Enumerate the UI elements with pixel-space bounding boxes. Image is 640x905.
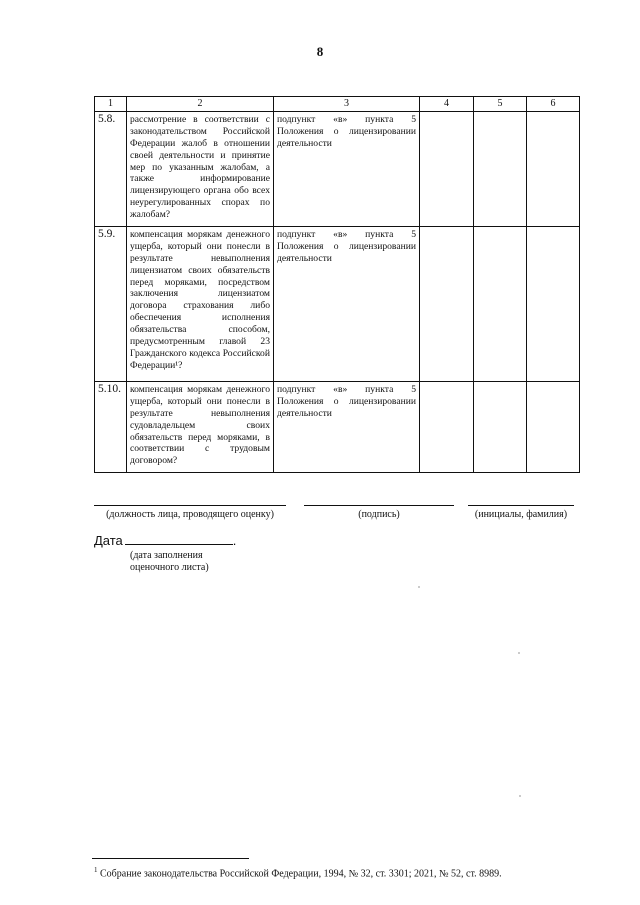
row-question: компенсация морякам денежного ущерба, который они понесли в результате невыполнения судовладельцем своих обязательств перед моряками, в соответствии с трудовым договором?	[127, 381, 274, 472]
position-label: (должность лица, проводящего оценку)	[106, 509, 274, 520]
footnote-text: Собрание законодательства Российской Федерации, 1994, № 32, ст. 3301; 2021, № 52, ст. 8989.	[100, 868, 502, 880]
position-signature-field[interactable]	[94, 492, 286, 522]
header-cell-1: 1	[95, 97, 127, 112]
name-label: (инициалы, фамилия)	[474, 509, 568, 520]
table-row	[95, 381, 580, 472]
date-note-line-2: оценочного листа)	[130, 562, 209, 573]
row-cell-5[interactable]	[474, 381, 527, 472]
row-cell-6[interactable]	[527, 226, 580, 381]
footnote	[94, 866, 502, 879]
signature-label: (подпись)	[358, 509, 400, 520]
page-number: 8	[316, 44, 324, 59]
row-cell-4[interactable]	[420, 226, 474, 381]
name-line	[468, 505, 574, 506]
date-input-line[interactable]	[125, 532, 233, 545]
date-note-line-1: (дата заполнения	[130, 550, 203, 561]
row-question: рассмотрение в соответствии с законодательством Российской Федерации жалоб в отношении своей деятельности и принятие мер по указанным жалобам, а также информирование лицензирующего органа обо всех неурегулированных спорах по жалобам?	[127, 111, 274, 226]
row-cell-6[interactable]	[527, 381, 580, 472]
table-row	[95, 111, 580, 226]
row-cell-4[interactable]	[420, 381, 474, 472]
row-cell-6[interactable]	[527, 111, 580, 226]
row-cell-5[interactable]	[474, 226, 527, 381]
signature-field[interactable]	[304, 492, 454, 522]
row-number: 5.8.	[95, 111, 127, 226]
row-reference: подпункт «в» пункта 5 Положения о лицензировании деятельности	[274, 111, 420, 226]
header-cell-3: 3	[274, 97, 420, 112]
header-cell-5: 5	[474, 97, 527, 112]
table-row	[95, 226, 580, 381]
header-row	[95, 97, 580, 112]
row-number: 5.9.	[95, 226, 127, 381]
row-number: 5.10.	[95, 381, 127, 472]
scan-speck	[518, 652, 520, 654]
header-cell-2: 2	[127, 97, 274, 112]
scan-speck	[519, 795, 521, 797]
row-cell-5[interactable]	[474, 111, 527, 226]
date-label: Дата	[94, 533, 123, 548]
row-question: компенсация морякам денежного ущерба, который они понесли в результате невыполнения лицензиатом своих обязательств перед моряками, посредством заключения лицензиатом договора страхования либо обеспечения исполнения обязательства способом, предусмотренным главой 23 Гражданского кодекса Российской Федерации¹?	[127, 226, 274, 381]
scan-speck	[418, 586, 420, 588]
footnote-marker: 1	[94, 866, 98, 874]
header-cell-6: 6	[527, 97, 580, 112]
date-row	[94, 532, 236, 548]
row-reference: подпункт «в» пункта 5 Положения о лицензировании деятельности	[274, 226, 420, 381]
name-field[interactable]	[468, 492, 574, 522]
evaluation-table	[94, 96, 580, 473]
date-note	[130, 550, 209, 574]
position-line	[94, 505, 286, 506]
row-reference: подпункт «в» пункта 5 Положения о лицензировании деятельности	[274, 381, 420, 472]
row-cell-4[interactable]	[420, 111, 474, 226]
header-cell-4: 4	[420, 97, 474, 112]
signature-line	[304, 505, 454, 506]
footnote-divider	[92, 858, 249, 859]
date-period: .	[232, 533, 237, 548]
